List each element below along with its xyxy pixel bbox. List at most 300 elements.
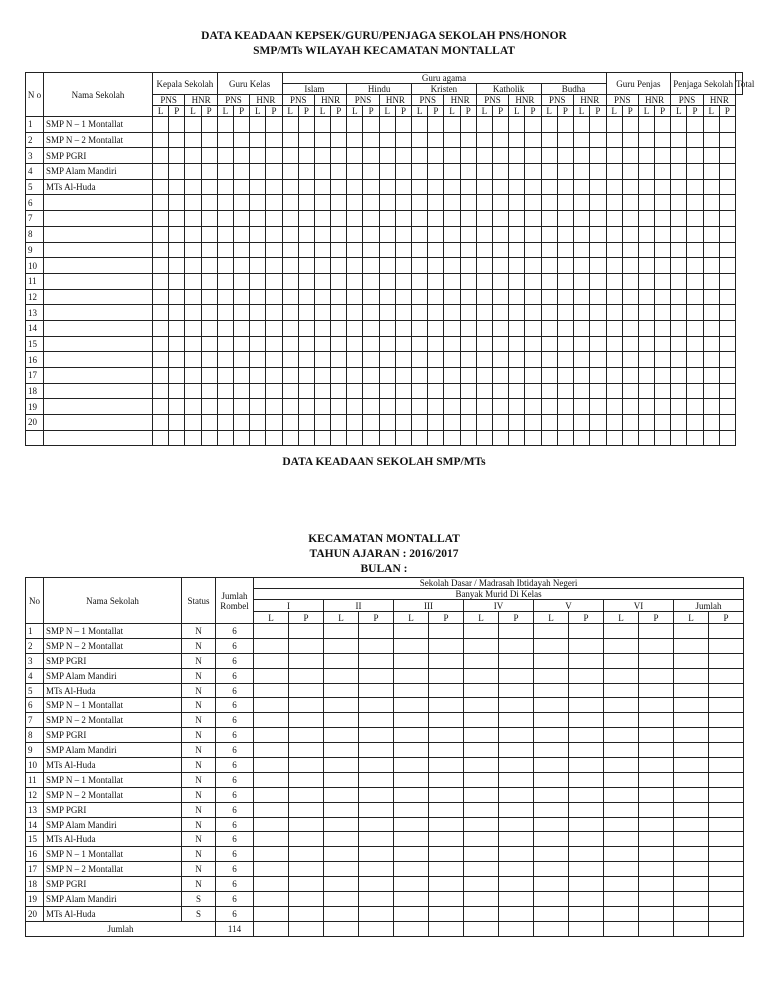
table-cell [331, 399, 347, 415]
school-data-caption: DATA KEADAAN SEKOLAH SMP/MTs [282, 456, 486, 468]
table-cell [671, 226, 687, 242]
table-cell [492, 148, 508, 164]
table-cell [250, 305, 266, 321]
row-jumlah-rombel: 6 [216, 772, 254, 787]
table-cell [153, 273, 169, 289]
table-cell [412, 226, 428, 242]
table-cell [557, 352, 573, 368]
table-cell [185, 352, 201, 368]
table-cell [541, 383, 557, 399]
table-cell [557, 430, 573, 446]
header-p: P [429, 612, 464, 624]
header-religion: Budha [541, 84, 606, 95]
table-cell [492, 336, 508, 352]
table-cell [169, 430, 185, 446]
table-cell [324, 653, 359, 668]
header-l: L [674, 612, 709, 624]
table-cell [460, 226, 476, 242]
table-cell [638, 368, 654, 384]
table-row [26, 258, 743, 274]
table-cell [476, 352, 492, 368]
table-cell [639, 728, 674, 743]
table-cell [569, 772, 604, 787]
table-cell [201, 211, 217, 227]
table-cell [534, 892, 569, 907]
table-cell [492, 383, 508, 399]
table-cell [314, 368, 330, 384]
table-cell [379, 164, 395, 180]
table-cell [557, 383, 573, 399]
table-cell [347, 117, 363, 133]
table-cell [217, 273, 233, 289]
table-cell [282, 352, 298, 368]
table-cell [590, 273, 606, 289]
table-cell [153, 352, 169, 368]
table-cell [217, 242, 233, 258]
table-cell [233, 211, 249, 227]
table-cell [282, 226, 298, 242]
row-nama-sekolah: SMP PGRI [44, 148, 153, 164]
table-cell [509, 399, 525, 415]
table-cell [639, 817, 674, 832]
table-cell [604, 668, 639, 683]
table-cell [250, 289, 266, 305]
table-cell [557, 132, 573, 148]
table-cell [217, 117, 233, 133]
row-nama-sekolah: SMP PGRI [44, 802, 182, 817]
table-cell [674, 892, 709, 907]
row-status: N [182, 698, 216, 713]
table-cell [460, 242, 476, 258]
table-cell [703, 415, 719, 431]
table-cell [314, 226, 330, 242]
row-status: N [182, 653, 216, 668]
table-cell [674, 638, 709, 653]
table-cell [266, 164, 282, 180]
table-cell [444, 211, 460, 227]
table-cell [655, 148, 671, 164]
table-cell [492, 195, 508, 211]
table-cell [541, 273, 557, 289]
row-no: 1 [26, 117, 44, 133]
header-p: P [395, 106, 411, 117]
table-cell [460, 289, 476, 305]
table-cell [429, 847, 464, 862]
row-jumlah-rombel: 6 [216, 892, 254, 907]
table-row [26, 117, 743, 133]
table-cell [254, 683, 289, 698]
table-cell [557, 336, 573, 352]
table-cell [655, 368, 671, 384]
table-cell [709, 638, 744, 653]
table-cell [429, 743, 464, 758]
table-cell [509, 117, 525, 133]
table-cell [569, 698, 604, 713]
table-cell [557, 148, 573, 164]
table-cell [655, 195, 671, 211]
header-hnr: HNR [573, 95, 606, 106]
header-hnr: HNR [250, 95, 282, 106]
table-cell [638, 211, 654, 227]
row-no: 8 [26, 728, 44, 743]
table-cell [622, 305, 638, 321]
table-cell [298, 430, 314, 446]
table-cell [428, 368, 444, 384]
header-religion: Hindu [347, 84, 412, 95]
table-cell [525, 195, 541, 211]
table-cell [254, 877, 289, 892]
table-cell [638, 195, 654, 211]
table-cell [674, 728, 709, 743]
table-cell [464, 624, 499, 639]
row-jumlah-rombel: 6 [216, 817, 254, 832]
row-no: 4 [26, 164, 44, 180]
row-status: N [182, 847, 216, 862]
table-cell [590, 383, 606, 399]
table-cell [590, 352, 606, 368]
table-cell [233, 415, 249, 431]
table-row [26, 289, 743, 305]
table-cell [671, 132, 687, 148]
table-cell [674, 921, 709, 936]
table-cell [298, 368, 314, 384]
table-row [26, 242, 743, 258]
table-cell [169, 242, 185, 258]
table-row [26, 847, 744, 862]
table-cell [534, 683, 569, 698]
table-cell [606, 320, 622, 336]
row-jumlah-rombel: 6 [216, 668, 254, 683]
table-cell [153, 383, 169, 399]
table-cell [282, 289, 298, 305]
header-l: L [476, 106, 492, 117]
table-cell [201, 195, 217, 211]
table-cell [476, 305, 492, 321]
table-cell [266, 415, 282, 431]
table-cell [44, 430, 153, 446]
table-cell [444, 179, 460, 195]
table-cell [428, 195, 444, 211]
table-cell [460, 336, 476, 352]
table-cell [363, 148, 379, 164]
table-cell [444, 242, 460, 258]
table-cell [282, 430, 298, 446]
table-cell [250, 242, 266, 258]
table-cell [606, 273, 622, 289]
table-cell [324, 847, 359, 862]
table-cell [638, 430, 654, 446]
header-pns: PNS [347, 95, 379, 106]
table-cell [464, 728, 499, 743]
table-cell [282, 179, 298, 195]
row-no: 17 [26, 368, 44, 384]
table-cell [639, 624, 674, 639]
table-row [26, 758, 744, 773]
table-cell [569, 906, 604, 921]
table-cell [573, 305, 589, 321]
table-cell [412, 117, 428, 133]
table-cell [606, 383, 622, 399]
table-cell [687, 430, 703, 446]
table-cell [476, 242, 492, 258]
header-class: I [254, 600, 324, 612]
table-cell [153, 289, 169, 305]
table-cell [719, 211, 735, 227]
table-cell [499, 624, 534, 639]
table-cell [250, 117, 266, 133]
table-cell [674, 862, 709, 877]
table-cell [233, 368, 249, 384]
table-cell [655, 383, 671, 399]
table-cell [674, 698, 709, 713]
row-status: N [182, 758, 216, 773]
table-cell [250, 336, 266, 352]
table-cell [169, 368, 185, 384]
table-cell [331, 273, 347, 289]
table-cell [444, 273, 460, 289]
table-cell [331, 226, 347, 242]
table-cell [557, 305, 573, 321]
row-no: 13 [26, 802, 44, 817]
row-nama-sekolah: SMP PGRI [44, 877, 182, 892]
table-cell [638, 289, 654, 305]
table-cell [254, 772, 289, 787]
table-cell [379, 258, 395, 274]
table-cell [509, 352, 525, 368]
table-cell [363, 415, 379, 431]
table-cell [201, 399, 217, 415]
table-cell [525, 383, 541, 399]
table-cell [622, 226, 638, 242]
row-no: 20 [26, 415, 44, 431]
table-cell [266, 383, 282, 399]
table-cell [379, 226, 395, 242]
table-cell [655, 179, 671, 195]
table-cell [444, 164, 460, 180]
table-cell [590, 211, 606, 227]
table-cell [217, 258, 233, 274]
blank-row [26, 430, 743, 446]
table-cell [525, 242, 541, 258]
table-cell [499, 877, 534, 892]
table-cell [266, 399, 282, 415]
table-cell [324, 624, 359, 639]
table-cell [687, 258, 703, 274]
table-cell [324, 698, 359, 713]
doc2-title-line3: BULAN : [360, 563, 408, 575]
table-cell [233, 399, 249, 415]
table-cell [331, 132, 347, 148]
table-cell [444, 320, 460, 336]
table-cell [250, 273, 266, 289]
table-cell [347, 164, 363, 180]
table-cell [289, 698, 324, 713]
row-nama-sekolah: SMP N – 1 Montallat [44, 772, 182, 787]
table-cell [460, 179, 476, 195]
table-cell [359, 921, 394, 936]
table-cell [428, 179, 444, 195]
table-cell [185, 164, 201, 180]
table-cell [395, 242, 411, 258]
row-no: 7 [26, 211, 44, 227]
row-no: 3 [26, 653, 44, 668]
table-row [26, 668, 744, 683]
table-cell [289, 772, 324, 787]
table-cell [217, 415, 233, 431]
table-cell [622, 415, 638, 431]
header-p: P [639, 612, 674, 624]
table-cell [687, 117, 703, 133]
table-cell [606, 289, 622, 305]
table-cell [604, 847, 639, 862]
table-row [26, 226, 743, 242]
table-cell [499, 698, 534, 713]
table-cell [379, 368, 395, 384]
table-cell [169, 289, 185, 305]
table-cell [169, 258, 185, 274]
table-cell [674, 877, 709, 892]
table-cell [464, 713, 499, 728]
table-cell [289, 653, 324, 668]
table-cell [201, 164, 217, 180]
total-row [26, 921, 744, 936]
header-religion: Kristen [412, 84, 477, 95]
table-cell [217, 148, 233, 164]
table-cell [525, 226, 541, 242]
table-cell [314, 148, 330, 164]
header-religion: Katholik [476, 84, 541, 95]
header-p: P [233, 106, 249, 117]
table-cell [153, 226, 169, 242]
table-cell [201, 226, 217, 242]
table-cell [395, 132, 411, 148]
row-nama-sekolah [44, 211, 153, 227]
table-cell [709, 683, 744, 698]
table-cell [363, 305, 379, 321]
table-cell [655, 415, 671, 431]
table-cell [639, 802, 674, 817]
table-cell [719, 242, 735, 258]
table-cell [347, 305, 363, 321]
row-no: 12 [26, 289, 44, 305]
table-cell [429, 832, 464, 847]
table-cell [250, 368, 266, 384]
row-jumlah-rombel: 6 [216, 624, 254, 639]
table-cell [347, 368, 363, 384]
table-cell [233, 242, 249, 258]
table-cell [363, 383, 379, 399]
table-cell [541, 399, 557, 415]
table-cell [347, 132, 363, 148]
table-cell [395, 226, 411, 242]
table-cell [569, 653, 604, 668]
table-cell [347, 336, 363, 352]
table-cell [254, 698, 289, 713]
table-cell [347, 352, 363, 368]
table-cell [569, 877, 604, 892]
table-cell [429, 758, 464, 773]
table-cell [622, 352, 638, 368]
table-cell [499, 817, 534, 832]
table-cell [499, 713, 534, 728]
table-cell [169, 179, 185, 195]
row-status: N [182, 624, 216, 639]
table-cell [687, 305, 703, 321]
table-cell [687, 211, 703, 227]
table-cell [444, 352, 460, 368]
header-l: L [250, 106, 266, 117]
table-cell [638, 399, 654, 415]
table-cell [476, 226, 492, 242]
table-cell [590, 242, 606, 258]
table-cell [573, 164, 589, 180]
table-cell [509, 289, 525, 305]
table-cell [525, 164, 541, 180]
table-cell [638, 179, 654, 195]
row-status: S [182, 892, 216, 907]
table-cell [464, 787, 499, 802]
table-cell [169, 320, 185, 336]
table-cell [499, 758, 534, 773]
table-cell [509, 195, 525, 211]
table-cell [687, 383, 703, 399]
table-cell [525, 399, 541, 415]
table-cell [363, 399, 379, 415]
table-cell [509, 148, 525, 164]
table-cell [509, 164, 525, 180]
table-cell [153, 258, 169, 274]
table-cell [363, 368, 379, 384]
table-cell [217, 336, 233, 352]
table-cell [185, 289, 201, 305]
table-cell [153, 117, 169, 133]
header-p: P [687, 106, 703, 117]
table-cell [379, 399, 395, 415]
table-cell [217, 164, 233, 180]
table-cell [266, 117, 282, 133]
table-cell [606, 258, 622, 274]
table-cell [394, 668, 429, 683]
table-cell [298, 211, 314, 227]
table-cell [606, 211, 622, 227]
row-status: N [182, 862, 216, 877]
table-cell [314, 195, 330, 211]
row-status: N [182, 668, 216, 683]
table-cell [674, 683, 709, 698]
table-cell [476, 399, 492, 415]
table-cell [201, 383, 217, 399]
table-cell [460, 415, 476, 431]
table-cell [655, 320, 671, 336]
table-cell [709, 921, 744, 936]
row-no: 16 [26, 352, 44, 368]
table-cell [314, 117, 330, 133]
header-jumlah-rombel: Jumlah Rombel [216, 578, 254, 624]
table-cell [604, 862, 639, 877]
table-cell [639, 713, 674, 728]
table-cell [719, 258, 735, 274]
table-cell [444, 226, 460, 242]
table-cell [201, 242, 217, 258]
table-cell [250, 399, 266, 415]
table-row [26, 787, 744, 802]
table-cell [525, 132, 541, 148]
table-cell [460, 195, 476, 211]
header-total: Total [736, 73, 743, 95]
table-cell [604, 743, 639, 758]
table-cell [671, 399, 687, 415]
table-cell [428, 242, 444, 258]
